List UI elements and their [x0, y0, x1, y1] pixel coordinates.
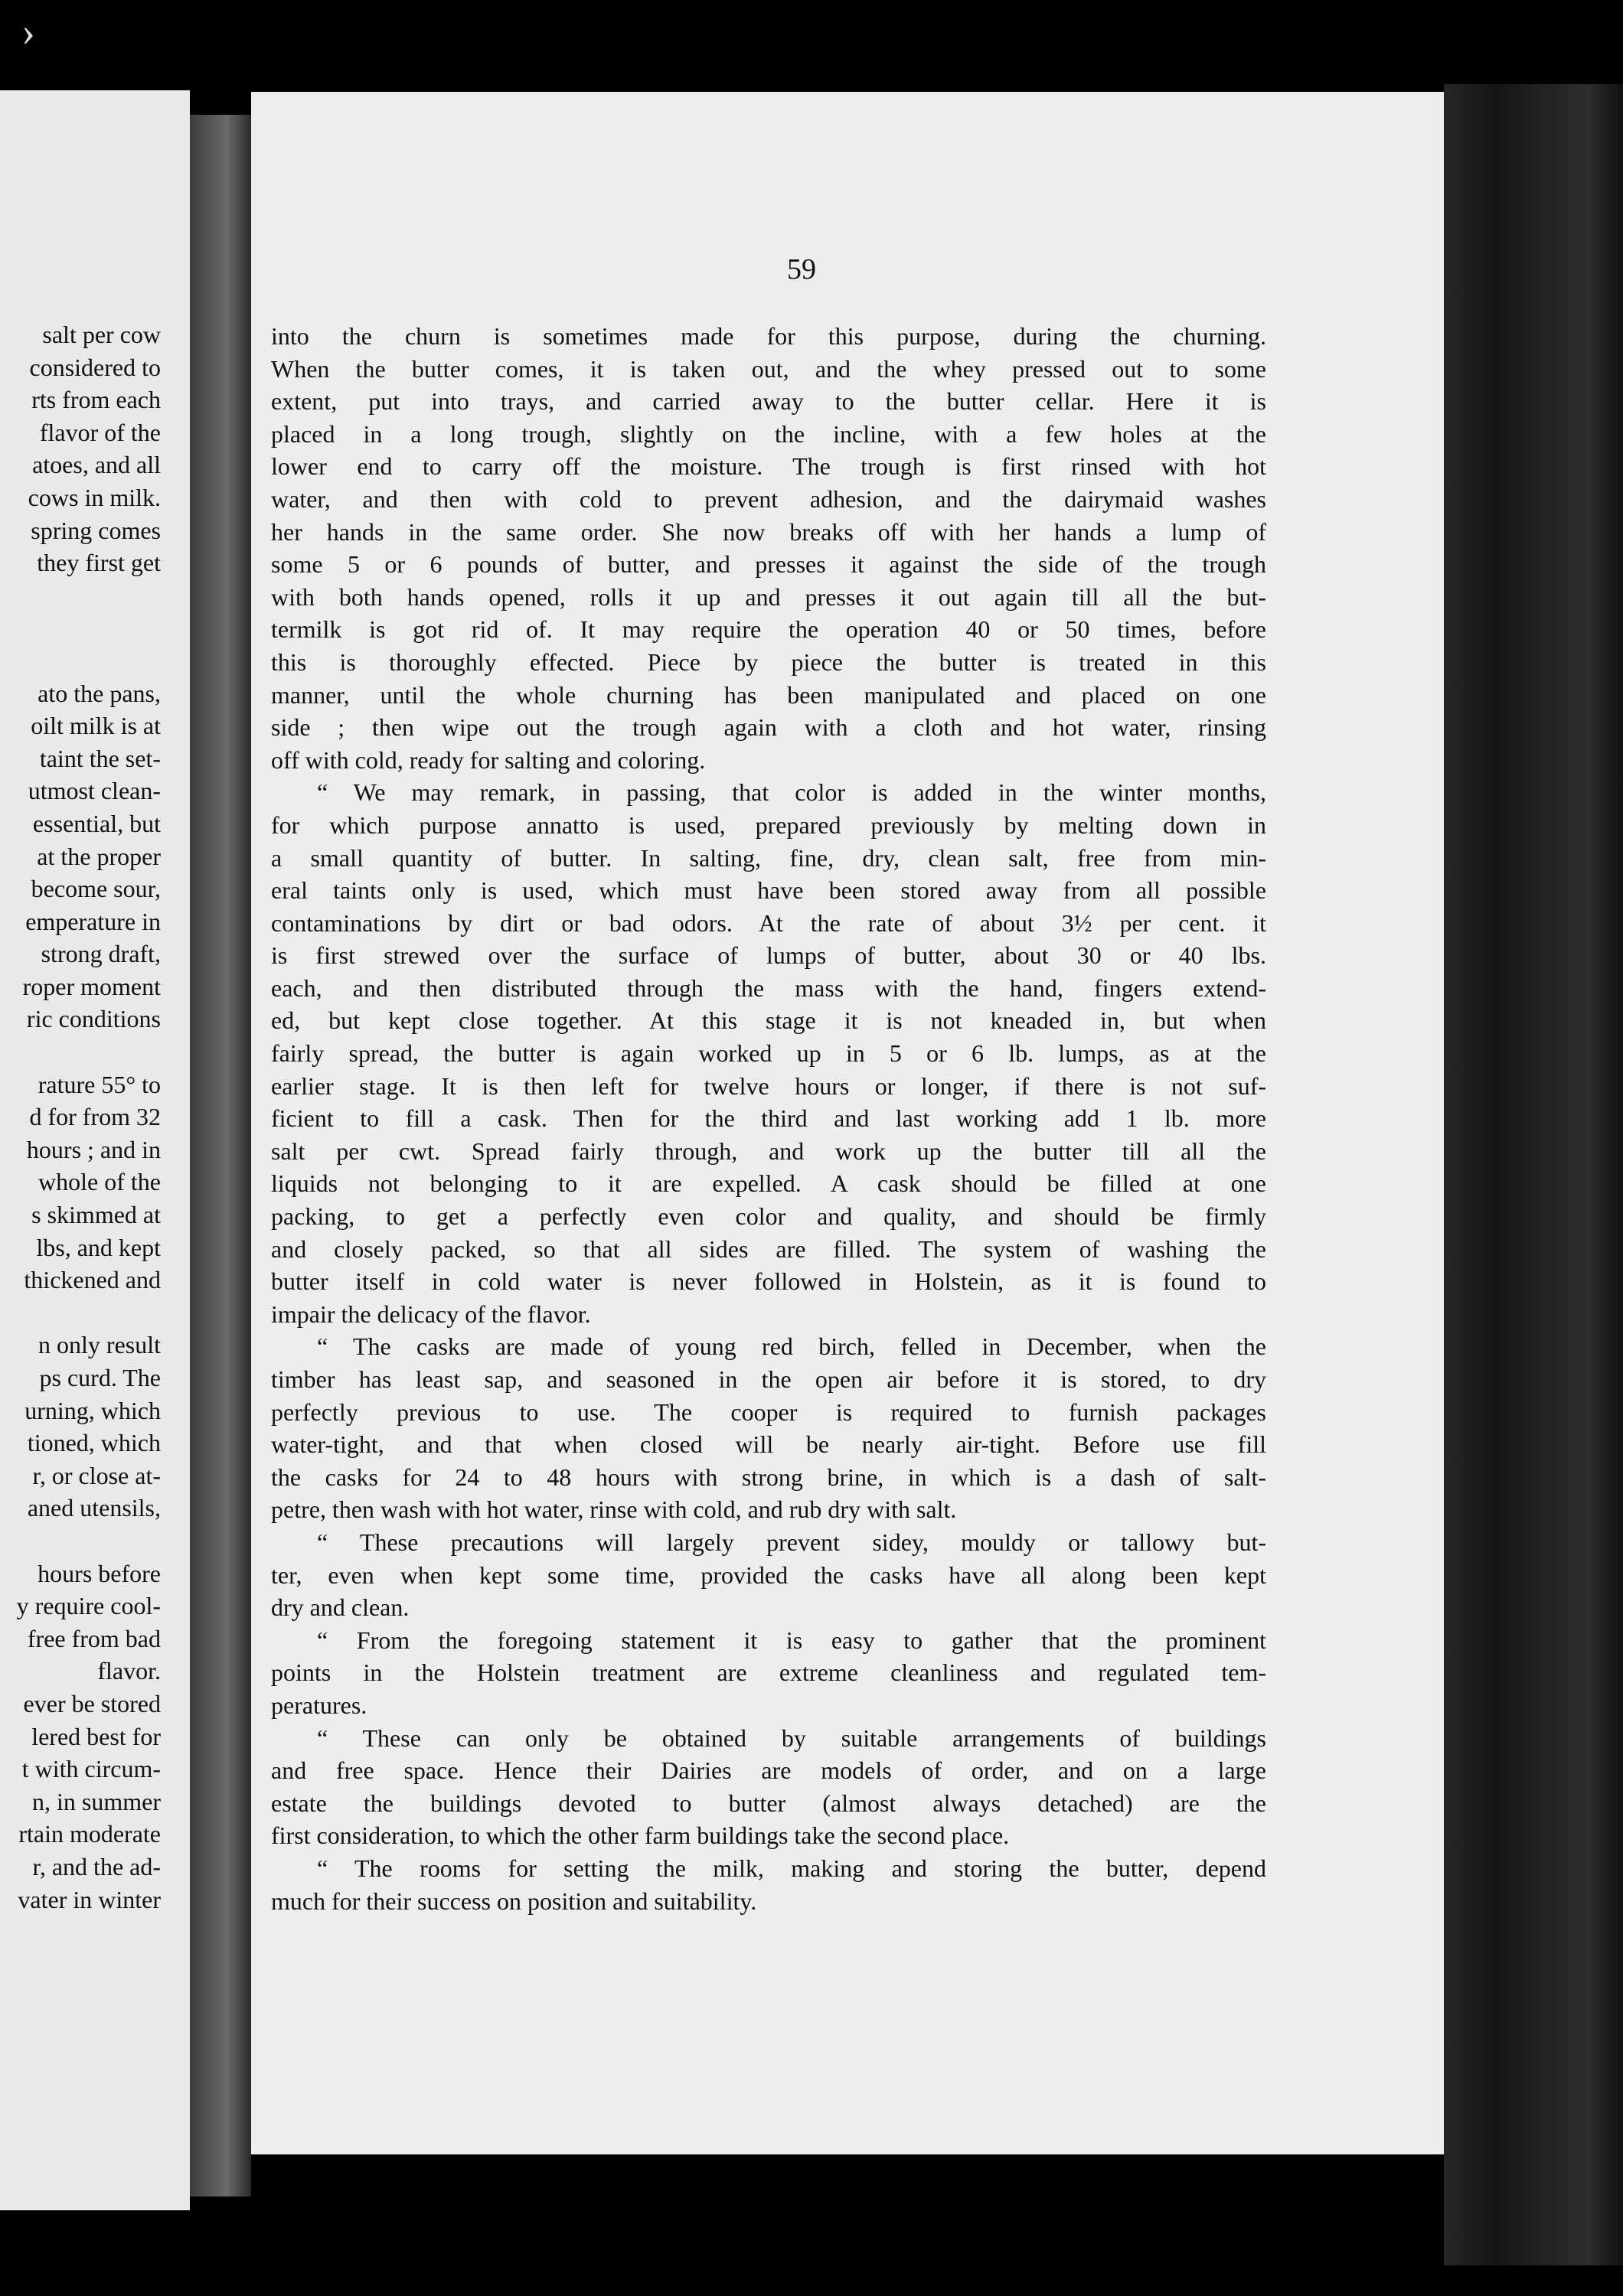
text-line: manner, until the whole churning has been manipulated and placed on one — [271, 680, 1266, 709]
text-line: ter, even when kept some time, provided the casks have all along been kept — [271, 1561, 1266, 1589]
text-line: into the churn is sometimes made for this purpose, during the churning. — [271, 322, 1266, 350]
text-line: salt per cwt. Spread fairly through, and work up the butter till all the — [271, 1137, 1266, 1165]
paragraph — [271, 1330, 1266, 1526]
text-line: “ The casks are made of young red birch, felled in December, when the — [317, 1332, 1266, 1361]
text-line: peratures. — [271, 1691, 367, 1719]
left-page-line: whole of the — [38, 1168, 161, 1196]
left-page-line: thickened and — [24, 1266, 161, 1294]
left-page-gap — [0, 1035, 161, 1068]
left-page-line: s skimmed at — [31, 1201, 161, 1229]
book-gutter — [190, 115, 251, 2197]
left-page-line: flavor of the — [39, 418, 161, 446]
text-line: points in the Holstein treatment are extreme cleanliness and regulated tem- — [271, 1658, 1266, 1687]
paragraph — [271, 1852, 1266, 1917]
text-line: off with cold, ready for salting and coloring. — [271, 745, 706, 774]
text-line: petre, then wash with hot water, rinse with cold, and rub dry with salt. — [271, 1495, 957, 1524]
text-line: some 5 or 6 pounds of butter, and presses it against the side of the trough — [271, 550, 1266, 579]
left-page-line: at the proper — [37, 842, 161, 870]
left-page-line: r, or close at- — [32, 1461, 161, 1489]
text-line: “ From the foregoing statement it is easy to gather that the prominent — [317, 1626, 1266, 1654]
left-page-line: t with circum- — [21, 1755, 161, 1783]
left-page-line: strong draft, — [41, 940, 161, 968]
text-line: water-tight, and that when closed will be nearly air-tight. Before use fill — [271, 1430, 1266, 1459]
left-page-line: emperature in — [25, 907, 161, 935]
left-page-line: lbs, and kept — [36, 1233, 161, 1261]
left-page-line: taint the set- — [39, 744, 161, 772]
page-number: 59 — [787, 253, 816, 285]
text-line: termilk is got rid of. It may require the operation 40 or 50 times, before — [271, 615, 1266, 644]
left-page-gap — [0, 579, 161, 612]
text-line: extent, put into trays, and carried away to the butter cellar. Here it is — [271, 387, 1266, 416]
text-line: eral taints only is used, which must have been stored away from all possible — [271, 876, 1266, 905]
left-page-line: lered best for — [31, 1722, 161, 1750]
left-page-line: aned utensils, — [27, 1494, 161, 1522]
text-line: “ These precautions will largely prevent sidey, mouldy or tallowy but- — [317, 1528, 1266, 1556]
left-page-gap — [0, 644, 161, 677]
left-page-gap — [0, 612, 161, 644]
left-page-line: essential, but — [32, 809, 161, 837]
text-line: “ We may remark, in passing, that color is added in the winter months, — [317, 778, 1266, 807]
left-page-line: tioned, which — [27, 1429, 161, 1457]
left-page-line: rts from each — [31, 386, 161, 414]
text-line: each, and then distributed through the mass with the hand, fingers extend- — [271, 974, 1266, 1002]
corner-mark: › — [21, 8, 35, 54]
text-line: her hands in the same order. She now breaks off with her hands a lump of — [271, 517, 1266, 546]
text-line: impair the delicacy of the flavor. — [271, 1300, 591, 1328]
text-line: water, and then with cold to prevent adhesion, and the dairymaid washes — [271, 484, 1266, 513]
text-line: earlier stage. It is then left for twelve hours or longer, if there is not suf- — [271, 1071, 1266, 1100]
left-page-line: utmost clean- — [28, 777, 161, 805]
paragraph — [271, 320, 1266, 776]
left-page-line: d for from 32 — [29, 1103, 161, 1131]
page-body — [271, 320, 1266, 1917]
left-page-line: rtain moderate — [18, 1820, 161, 1848]
main-page — [251, 92, 1444, 2154]
left-page-gap — [0, 1296, 161, 1329]
left-page-line: free from bad — [27, 1624, 161, 1652]
left-page-line: atoes, and all — [32, 451, 161, 479]
text-line: placed in a long trough, slightly on the incline, with a few holes at the — [271, 419, 1266, 448]
text-line: “ These can only be obtained by suitable arrangements of buildings — [317, 1724, 1266, 1752]
left-page-line: ever be stored — [23, 1689, 161, 1717]
left-page-line: n only result — [38, 1331, 161, 1359]
book-edge — [1444, 84, 1623, 2265]
paragraph — [271, 1526, 1266, 1624]
text-line: ficient to fill a cask. Then for the third and last working add 1 lb. more — [271, 1104, 1266, 1133]
text-line: is first strewed over the surface of lumps of butter, about 30 or 40 lbs. — [271, 941, 1266, 970]
left-page-line: rature 55° to — [38, 1070, 161, 1098]
left-page-line: cows in milk. — [28, 483, 161, 511]
text-line: perfectly previous to use. The cooper is required to furnish packages — [271, 1397, 1266, 1426]
left-page-line: ps curd. The — [39, 1364, 161, 1391]
paragraph — [271, 776, 1266, 1330]
text-line: ed, but kept close together. At this stage it is not kneaded in, but when — [271, 1006, 1266, 1035]
left-page-line: oilt milk is at — [31, 712, 161, 740]
text-line: and closely packed, so that all sides are filled. The system of washing the — [271, 1234, 1266, 1263]
left-page-line: urning, which — [24, 1396, 161, 1424]
text-line: dry and clean. — [271, 1593, 410, 1622]
left-page-line: flavor. — [97, 1657, 161, 1685]
text-line: When the butter comes, it is taken out, and the whey pressed out to some — [271, 354, 1266, 383]
text-line: contaminations by dirt or bad odors. At the rate of about 3½ per cent. it — [271, 908, 1266, 937]
text-line: liquids not belonging to it are expelled. A cask should be filled at one — [271, 1169, 1266, 1198]
left-page-line: y require cool- — [16, 1592, 161, 1620]
text-line: estate the buildings devoted to butter (almost always detached) are the — [271, 1789, 1266, 1817]
text-line: this is thoroughly effected. Piece by piece the butter is treated in this — [271, 647, 1266, 676]
left-page-gap — [0, 1525, 161, 1557]
left-page-line: roper moment — [22, 972, 161, 1000]
text-line: packing, to get a perfectly even color and quality, and should be firmly — [271, 1202, 1266, 1231]
text-line: a small quantity of butter. In salting, fine, dry, clean salt, free from min- — [271, 843, 1266, 872]
left-page-line: r, and the ad- — [32, 1852, 161, 1880]
text-line: much for their success on position and suitability. — [271, 1887, 757, 1915]
left-page-line: ato the pans, — [38, 679, 161, 707]
text-line: and free space. Hence their Dairies are models of order, and on a large — [271, 1756, 1266, 1785]
text-line: “ The rooms for setting the milk, making and storing the butter, depend — [317, 1854, 1266, 1882]
text-line: lower end to carry off the moisture. The trough is first rinsed with hot — [271, 452, 1266, 481]
text-line: with both hands opened, rolls it up and presses it out again till all the but- — [271, 582, 1266, 611]
left-page-line: vater in winter — [18, 1885, 161, 1913]
paragraph — [271, 1624, 1266, 1722]
text-line: timber has least sap, and seasoned in the open air before it is stored, to dry — [271, 1365, 1266, 1393]
text-line: for which purpose annatto is used, prepared previously by melting down in — [271, 810, 1266, 839]
text-line: butter itself in cold water is never followed in Holstein, as it is found to — [271, 1267, 1266, 1296]
text-line: side ; then wipe out the trough again with a cloth and hot water, rinsing — [271, 713, 1266, 742]
left-page-line: hours ; and in — [26, 1135, 161, 1163]
left-page — [0, 90, 190, 2210]
text-line: the casks for 24 to 48 hours with strong brine, in which is a dash of salt- — [271, 1463, 1266, 1491]
left-page-line: considered to — [29, 353, 161, 381]
text-line: fairly spread, the butter is again worked up in 5 or 6 lb. lumps, as at the — [271, 1039, 1266, 1068]
left-page-line: spring comes — [31, 516, 161, 544]
paragraph — [271, 1722, 1266, 1852]
left-page-text — [0, 318, 161, 1916]
left-page-line: n, in summer — [32, 1787, 161, 1815]
left-page-line: hours before — [38, 1559, 161, 1587]
text-line: first consideration, to which the other farm buildings take the second place. — [271, 1821, 1010, 1850]
left-page-line: become sour, — [31, 875, 161, 903]
left-page-line: salt per cow — [42, 321, 161, 348]
left-page-line: they first get — [37, 549, 161, 577]
left-page-line: ric conditions — [26, 1005, 161, 1033]
